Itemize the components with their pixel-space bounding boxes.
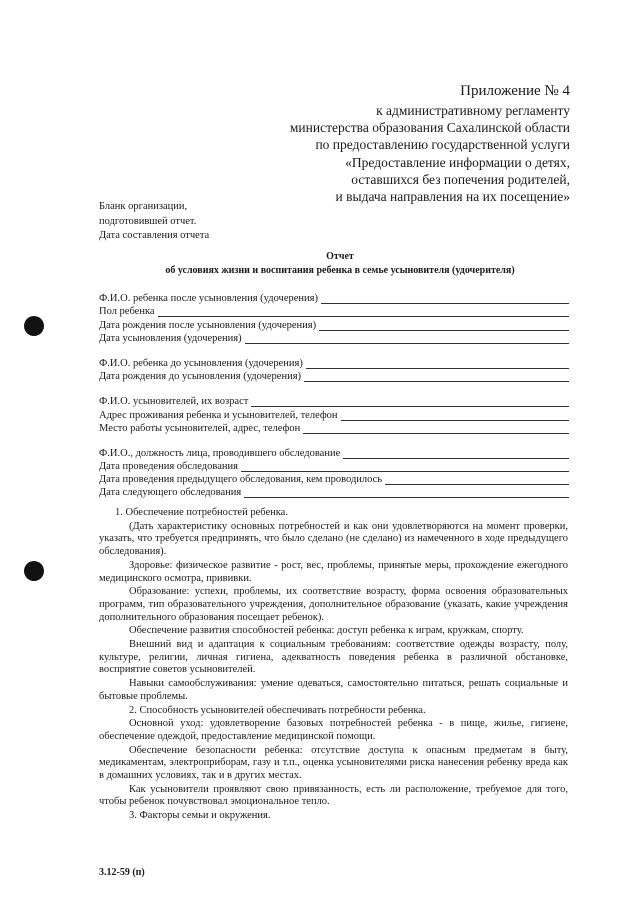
field-line[interactable] [306,359,569,369]
appendix-line: и выдача направления на их посещение» [335,189,570,205]
field-label: Пол ребенка [99,306,155,318]
field-line[interactable] [319,321,569,331]
section-heading: 3. Факторы семьи и окружения. [129,810,271,822]
appendix-line: по предоставлению государственной услуги [315,137,570,153]
field-label: Ф.И.О. ребенка до усыновления (удочерения) [99,357,303,369]
form-field[interactable] [99,317,569,330]
field-label: Дата рождения до усыновления (удочерения) [99,371,302,383]
body-paragraph: Обеспечение безопасности ребенка: отсутствие доступа к опасным предметам в быту, медикаментам, электроприборам, газу и т.п., оценка усыновителями риска нанесения ребенку вреда как в домашних условиях, так и в других местах. [99,744,568,782]
punch-hole [24,316,44,336]
form-field[interactable] [99,421,569,434]
field-line[interactable] [241,462,569,472]
field-line[interactable] [245,334,569,344]
form-field[interactable] [99,304,569,317]
section-heading: 1. Обеспечение потребностей ребенка. [115,507,288,518]
organization-line: Бланк организации, [99,201,188,212]
document-subtitle: об условиях жизни и воспитания ребенка в семье усыновителя (удочерителя) [165,265,515,276]
field-line[interactable] [244,488,569,498]
form-field[interactable] [99,472,569,485]
field-label: Дата проведения предыдущего обследования, кем проводилось [99,474,383,486]
appendix-line: «Предоставление информации о детях, [345,154,570,170]
field-label: Адрес проживания ребенка и усыновителей, телефон [99,409,338,421]
body-paragraph: Внешний вид и адаптация к социальным требованиям: соответствие одежды возрасту, полу, культуре, религии, личная гигиена, адекватность поведения ребенка в различной обстановке, восприятие советов усыновителей. [99,639,568,676]
body-paragraph: Здоровье: физическое развитие - рост, вес, проблемы, принятые меры, прохождение ежегодного медицинского осмотра, прививки. [99,559,568,584]
field-line[interactable] [321,294,569,304]
body-paragraph: (Дать характеристику основных потребностей и как они удовлетворяются на момент проверки, указать, что требуется предпринять, что было сделано (не сделано) из намеченного в ходе предыдущего обследования). [99,520,568,558]
report-body [99,507,568,824]
form-field[interactable] [99,459,569,472]
field-line[interactable] [341,411,569,421]
report-fields [99,291,569,498]
form-field[interactable] [99,331,569,344]
field-label: Ф.И.О. усыновителей, их возраст [99,396,249,408]
form-field[interactable] [99,356,569,369]
body-paragraph: Обеспечение развития способностей ребенка: доступ ребенка к играм, кружкам, спорту. [129,625,524,637]
field-label: Ф.И.О., должность лица, проводившего обследование [99,447,341,459]
appendix-line: министерства образования Сахалинской области [289,120,570,136]
organization-line: Дата составления отчета [99,230,210,241]
field-label: Дата проведения обследования [99,461,238,473]
field-line[interactable] [343,449,569,459]
punch-hole [24,561,44,581]
form-field[interactable] [99,394,569,407]
section-heading: 2. Способность усыновителей обеспечивать потребности ребенка. [129,704,426,716]
field-label: Дата рождения после усыновления (удочерения) [99,319,317,331]
form-field[interactable] [99,485,569,498]
appendix-line: к административному регламенту [376,103,570,118]
form-field[interactable] [99,291,569,304]
organization-line: подготовившей отчет. [99,215,197,227]
body-paragraph: Навыки самообслуживания: умение одеваться, самостоятельно питаться, решать социальные и бытовые проблемы. [99,678,568,702]
form-field[interactable] [99,446,569,459]
field-label: Место работы усыновителей, адрес, телефон [99,422,301,434]
form-code: 3.12-59 (п) [99,867,145,878]
body-paragraph: Основной уход: удовлетворение базовых потребностей ребенка - в пище, жилье, гигиене, обеспечение одеждой, предоставление медицинской помощи. [99,718,568,742]
field-line[interactable] [385,475,569,485]
body-paragraph: Как усыновители проявляют свою привязанность, есть ли расположение, требуемое для того, чтобы ребенок почувствовал эмоциональное тепло. [99,783,568,808]
appendix-number: Приложение № 4 [460,83,570,99]
field-line[interactable] [251,397,569,407]
document-title: Отчет [326,251,354,262]
field-label: Дата усыновления (удочерения) [99,332,242,344]
field-label: Дата следующего обследования [99,487,242,499]
field-line[interactable] [303,424,569,434]
form-field[interactable] [99,407,569,420]
organization-block [99,200,209,244]
appendix-header [290,82,570,205]
form-field[interactable] [99,369,569,382]
field-line[interactable] [158,307,569,317]
body-paragraph: Образование: успехи, проблемы, их соответствие возрасту, форма освоения образовательных программ, тип образовательного учреждения, дополнительное образование (указать, какие учреждения дополнительного образования посещает ребенок). [99,586,568,623]
appendix-line: оставшихся без попечения родителей, [351,171,570,187]
field-line[interactable] [304,372,569,382]
field-label: Ф.И.О. ребенка после усыновления (удочерения) [99,293,318,305]
